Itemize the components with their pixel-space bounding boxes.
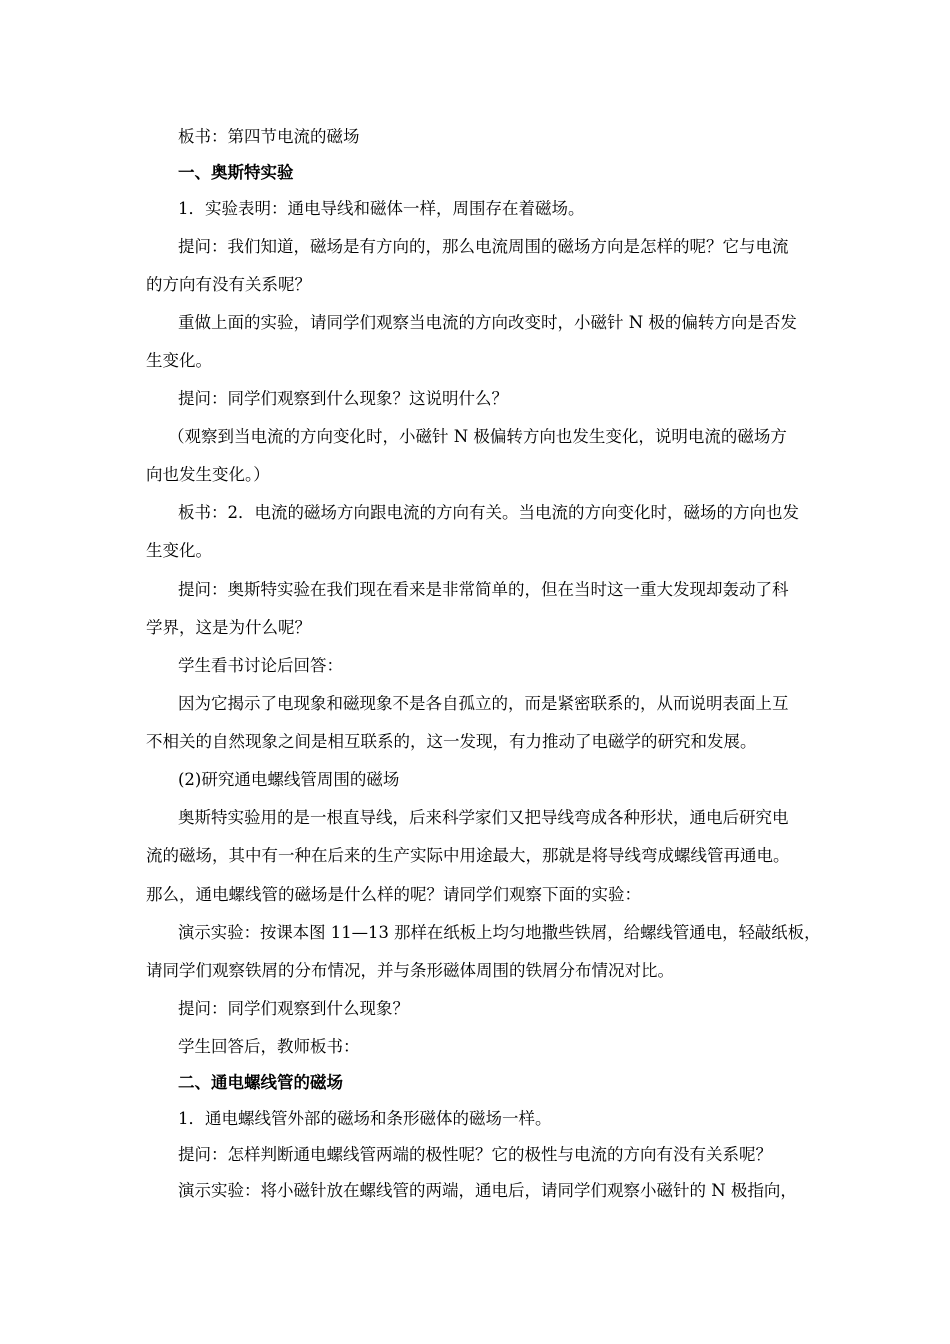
section-heading: 二、通电螺线管的磁场 <box>178 1073 343 1092</box>
section-heading: 一、奥斯特实验 <box>178 163 294 182</box>
text-line: 提问：我们知道，磁场是有方向的，那么电流周围的磁场方向是怎样的呢？它与电流 <box>178 237 789 256</box>
text-line: 生变化。 <box>146 541 212 560</box>
text-line: 演示实验：按课本图 11—13 那样在纸板上均匀地撒些铁屑，给螺线管通电，轻敲纸板， <box>178 923 821 942</box>
text-line: 流的磁场，其中有一种在后来的生产实际中用途最大，那就是将导线弯成螺线管再通电。 <box>146 846 790 865</box>
text-line: 演示实验：将小磁针放在螺线管的两端，通电后，请同学们观察小磁针的 N 极指向， <box>178 1181 797 1200</box>
text-line: 板书：2．电流的磁场方向跟电流的方向有关。当电流的方向变化时，磁场的方向也发 <box>178 503 799 522</box>
text-line: 学生回答后，教师板书： <box>178 1037 360 1056</box>
text-line: 那么，通电螺线管的磁场是什么样的呢？请同学们观察下面的实验： <box>146 885 641 904</box>
text-line: 1．实验表明：通电导线和磁体一样，周围存在着磁场。 <box>178 199 585 218</box>
text-line: 的方向有没有关系呢？ <box>146 275 311 294</box>
text-line: 板书：第四节电流的磁场 <box>178 127 360 146</box>
text-line: 学生看书讨论后回答： <box>178 656 343 675</box>
text-line: 重做上面的实验，请同学们观察当电流的方向改变时，小磁针 N 极的偏转方向是否发 <box>178 313 797 332</box>
text-line: 提问：怎样判断通电螺线管两端的极性呢？它的极性与电流的方向有没有关系呢？ <box>178 1145 772 1164</box>
text-line: 奥斯特实验用的是一根直导线，后来科学家们又把导线弯成各种形状，通电后研究电 <box>178 808 789 827</box>
text-line: 1．通电螺线管外部的磁场和条形磁体的磁场一样。 <box>178 1109 552 1128</box>
text-line: (2)研究通电螺线管周围的磁场 <box>178 770 400 789</box>
text-line: 请同学们观察铁屑的分布情况，并与条形磁体周围的铁屑分布情况对比。 <box>146 961 674 980</box>
text-line: 学界，这是为什么呢？ <box>146 618 311 637</box>
text-line: 不相关的自然现象之间是相互联系的，这一发现，有力推动了电磁学的研究和发展。 <box>146 732 757 751</box>
text-line: 提问：同学们观察到什么现象？ <box>178 999 409 1018</box>
text-line: 生变化。 <box>146 351 212 370</box>
text-line: 向也发生变化。） <box>146 465 270 484</box>
text-line: （观察到当电流的方向变化时，小磁针 N 极偏转方向也发生变化，说明电流的磁场方 <box>168 427 787 446</box>
text-line: 提问：奥斯特实验在我们现在看来是非常简单的，但在当时这一重大发现却轰动了科 <box>178 580 789 599</box>
text-line: 提问：同学们观察到什么现象？这说明什么？ <box>178 389 508 408</box>
text-line: 因为它揭示了电现象和磁现象不是各自孤立的，而是紧密联系的，从而说明表面上互 <box>178 694 789 713</box>
